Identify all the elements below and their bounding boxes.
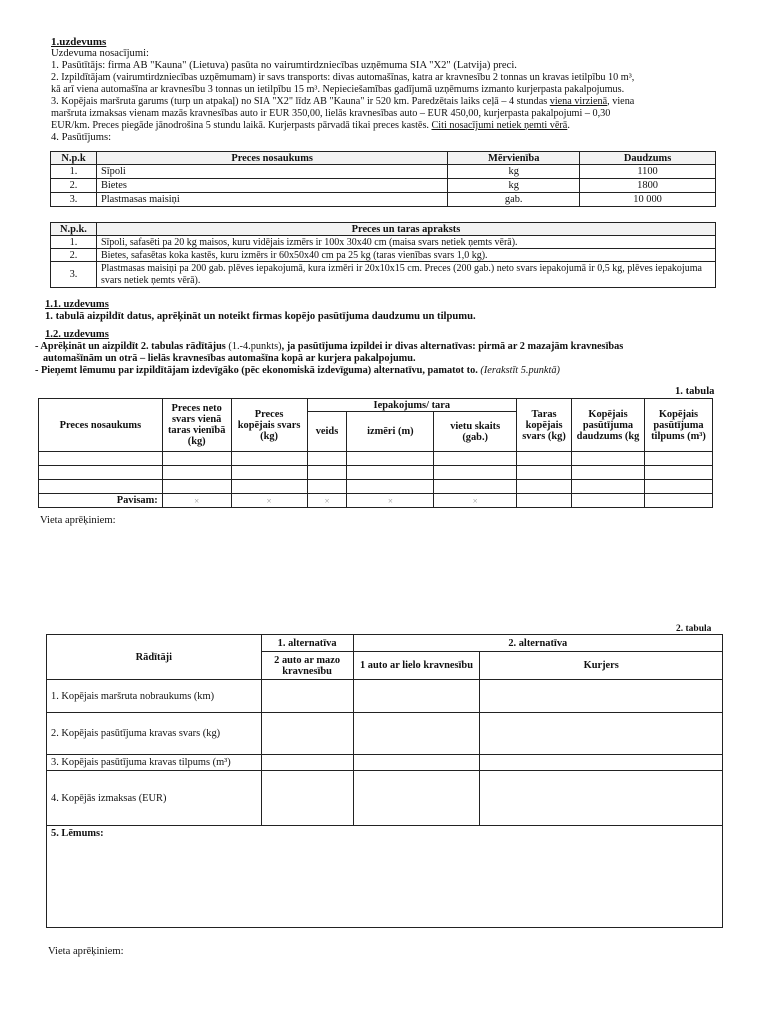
task-1-1-text: 1. tabulā aizpildīt datus, aprēķināt un noteikt firmas kopējo pasūtījuma daudzumu un tilpumu. xyxy=(45,311,476,322)
input-cell[interactable] xyxy=(480,713,723,755)
decision-cell[interactable] xyxy=(47,826,723,928)
cell: kg xyxy=(448,179,580,193)
table-2 xyxy=(46,634,723,928)
input-cell[interactable] xyxy=(434,480,517,494)
input-cell[interactable] xyxy=(353,680,480,713)
task-1-2-line-2: automašīnām un otrā – lielās kravnesības automašīna kopā ar kurjera pakalpojumu. xyxy=(43,353,416,364)
table-1-caption: 1. tabula xyxy=(675,386,715,397)
input-cell[interactable] xyxy=(480,680,723,713)
col-description: Preces un taras apraksts xyxy=(96,223,715,236)
input-cell[interactable] xyxy=(517,466,572,480)
cell: Sīpoli xyxy=(96,165,447,179)
total-label: Pavisam: xyxy=(39,494,163,508)
input-cell[interactable] xyxy=(517,480,572,494)
table-2-caption: 2. tabula xyxy=(676,624,712,631)
order-table-header xyxy=(51,152,716,165)
table-row xyxy=(39,452,713,466)
col-npk: N.p.k xyxy=(51,152,97,165)
cross-mark: × xyxy=(347,494,434,508)
col-dimensions: izmēri (m) xyxy=(347,412,434,452)
table-row xyxy=(51,179,716,193)
condition-3-delivery: EUR/km. Preces piegāde jānodrošina 5 stundu laikā. Kurjerpasts pārvadā tikai preces kastēs. Citi nosacījumi netiek ņemti vērā. xyxy=(51,120,570,131)
cell: 2. xyxy=(51,179,97,193)
one-way-text: viena virzienā xyxy=(549,96,608,107)
col-total-weight: Preces kopējais svars (kg) xyxy=(231,399,307,452)
decision-label: 5. Lēmums: xyxy=(51,828,104,839)
col-product: Preces nosaukums xyxy=(39,399,163,452)
cross-mark: × xyxy=(231,494,307,508)
input-cell[interactable] xyxy=(162,466,231,480)
input-cell[interactable] xyxy=(347,480,434,494)
table-row xyxy=(51,249,716,262)
other-conditions-text: Citi nosacījumi netiek ņemti vērā xyxy=(431,120,568,131)
input-cell[interactable] xyxy=(307,452,347,466)
input-cell[interactable] xyxy=(162,452,231,466)
input-cell[interactable] xyxy=(261,713,353,755)
cell: Bietes xyxy=(96,179,447,193)
col-product: Preces nosaukums xyxy=(96,152,447,165)
input-cell[interactable] xyxy=(231,480,307,494)
input-cell[interactable] xyxy=(434,452,517,466)
input-cell[interactable] xyxy=(480,755,723,771)
input-cell[interactable] xyxy=(644,466,712,480)
cross-mark: × xyxy=(434,494,517,508)
task-title: 1.uzdevums xyxy=(51,36,107,48)
input-cell[interactable] xyxy=(162,480,231,494)
table-row xyxy=(51,236,716,249)
input-cell[interactable] xyxy=(517,452,572,466)
alt-2-header: 2. alternatīva xyxy=(353,635,722,652)
input-cell[interactable] xyxy=(353,755,480,771)
input-cell[interactable] xyxy=(347,466,434,480)
col-unit: Mērvienība xyxy=(448,152,580,165)
condition-3: 3. Kopējais maršruta garums (turp un atpakaļ) no SIA "X2" līdz AB "Kauna" ir 520 km. Paredzētais laiks ceļā – 4 stundas viena virzienā, viena xyxy=(51,96,635,107)
condition-2: 2. Izpildītājam (vairumtirdzniecības uzņēmumam) ir savs transports: divas automašīnas, katra ar kravnesību 2 tonnas un kravas ietilpību 10 m³, xyxy=(51,72,635,83)
input-cell[interactable] xyxy=(572,452,645,466)
cell: 1. xyxy=(51,236,97,249)
cell: gab. xyxy=(448,193,580,207)
cell: 2. xyxy=(51,249,97,262)
input-cell[interactable] xyxy=(231,466,307,480)
input-cell[interactable] xyxy=(261,755,353,771)
alt-2-courier: Kurjers xyxy=(480,652,723,680)
input-cell[interactable] xyxy=(572,480,645,494)
input-cell[interactable] xyxy=(517,494,572,508)
cell: Plastmasas maisiņi pa 200 gab. plēves iepakojumā, kura izmēri ir 20x10x15 cm. Preces (200 gab.) neto svars iepakojumā ir 0,5 kg, plēves iepakojuma svars netiek ņemts vērā). xyxy=(96,262,715,288)
cross-mark: × xyxy=(162,494,231,508)
order-heading: 4. Pasūtījums: xyxy=(51,132,112,143)
input-cell[interactable] xyxy=(39,480,163,494)
task-1-2-line-1: - Aprēķināt un aizpildīt 2. tabulas rādītājus (1.-4.punkts), ja pasūtījuma izpildei ir divas alternatīvas: pirmā ar 2 mazajām kravnesības xyxy=(35,341,624,352)
indicators-header: Rādītāji xyxy=(47,635,262,680)
col-order-qty: Kopējais pasūtījuma daudzums (kg xyxy=(572,399,645,452)
input-cell[interactable] xyxy=(307,480,347,494)
col-quantity: Daudzums xyxy=(580,152,716,165)
input-cell[interactable] xyxy=(353,771,480,826)
col-order-volume: Kopējais pasūtījuma tilpums (m³) xyxy=(644,399,712,452)
input-cell[interactable] xyxy=(644,494,712,508)
input-cell[interactable] xyxy=(644,480,712,494)
table-row xyxy=(47,713,723,755)
table-row xyxy=(51,262,716,288)
task-1-1-heading: 1.1. uzdevums xyxy=(45,299,109,310)
cell: Bietes, safasētas koka kastēs, kuru izmērs ir 60x50x40 cm pa 25 kg (taras vienības svars 1,0 kg). xyxy=(96,249,715,262)
cell: Sīpoli, safasēti pa 20 kg maisos, kuru vidējais izmērs ir 100x 30x40 cm (maisa svars netiek ņemts vērā). xyxy=(96,236,715,249)
table-1 xyxy=(38,398,713,508)
packaging-table xyxy=(50,222,716,288)
condition-1: 1. Pasūtītājs: firma AB "Kauna" (Lietuva) pasūta no vairumtirdzniecības uzņēmuma SIA "X2" (Latvija) preci. xyxy=(51,60,517,71)
input-cell[interactable] xyxy=(261,680,353,713)
calc-space-label: Vieta aprēķiniem: xyxy=(40,515,116,526)
table-row xyxy=(39,466,713,480)
decision-row xyxy=(47,826,723,928)
input-cell[interactable] xyxy=(39,452,163,466)
table-row xyxy=(47,755,723,771)
input-cell[interactable] xyxy=(434,466,517,480)
order-table xyxy=(50,151,716,207)
input-cell[interactable] xyxy=(353,713,480,755)
row-label: 2. Kopējais pasūtījuma kravas svars (kg) xyxy=(47,713,262,755)
row-label: 1. Kopējais maršruta nobraukums (km) xyxy=(47,680,262,713)
cell: Plastmasas maisiņi xyxy=(96,193,447,207)
table-row xyxy=(47,680,723,713)
cell: kg xyxy=(448,165,580,179)
col-tare-weight: Taras kopējais svars (kg) xyxy=(517,399,572,452)
cell: 1800 xyxy=(580,179,716,193)
row-label: 3. Kopējais pasūtījuma kravas tilpums (m³) xyxy=(47,755,262,771)
calc-space-label-2: Vieta aprēķiniem: xyxy=(48,946,124,957)
row-label: 4. Kopējās izmaksas (EUR) xyxy=(47,771,262,826)
col-net-weight: Preces neto svars vienā taras vienībā (kg) xyxy=(162,399,231,452)
col-places: vietu skaits (gab.) xyxy=(434,412,517,452)
cell: 3. xyxy=(51,262,97,288)
cell: 3. xyxy=(51,193,97,207)
cell: 10 000 xyxy=(580,193,716,207)
alt-2-truck: 1 auto ar lielo kravnesību xyxy=(353,652,480,680)
alt-1-header: 1. alternatīva xyxy=(261,635,353,652)
cell: 1. xyxy=(51,165,97,179)
task-1-2-heading: 1.2. uzdevums xyxy=(45,329,109,340)
task-1-2-line-3: - Pieņemt lēmumu par izpildītājam izdevīgāko (pēc ekonomiskā izdevīguma) alternatīvu, pamatot to. (Ierakstīt 5.punktā) xyxy=(35,365,560,376)
input-cell[interactable] xyxy=(480,771,723,826)
input-cell[interactable] xyxy=(572,466,645,480)
col-npk: N.p.k. xyxy=(51,223,97,236)
input-cell[interactable] xyxy=(572,494,645,508)
col-type: veids xyxy=(307,412,347,452)
input-cell[interactable] xyxy=(307,466,347,480)
col-packaging: Iepakojums/ tara xyxy=(307,399,517,412)
input-cell[interactable] xyxy=(347,452,434,466)
conditions-heading: Uzdevuma nosacījumi: xyxy=(51,48,149,59)
input-cell[interactable] xyxy=(231,452,307,466)
input-cell[interactable] xyxy=(39,466,163,480)
condition-2-cont: kā arī viena automašīna ar kravnesību 3 tonnas un ietilpību 15 m³. Nepieciešamības gadījumā uzņēmums izmanto kurjerpasta pakalpojumus. xyxy=(51,84,625,95)
alt-1-sub: 2 auto ar mazo kravnesību xyxy=(261,652,353,680)
total-row xyxy=(39,494,713,508)
cell: 1100 xyxy=(580,165,716,179)
input-cell[interactable] xyxy=(261,771,353,826)
input-cell[interactable] xyxy=(644,452,712,466)
packaging-table-header xyxy=(51,223,716,236)
table-row xyxy=(51,193,716,207)
condition-3-cost: maršruta izmaksas vienam mazās kravnesības auto ir EUR 350,00, lielās kravnesības auto – EUR 450,00, kurjerpasta pakalpojumi – 0,30 xyxy=(51,108,611,119)
table-row xyxy=(47,771,723,826)
table-row xyxy=(39,480,713,494)
table-row xyxy=(51,165,716,179)
cross-mark: × xyxy=(307,494,347,508)
